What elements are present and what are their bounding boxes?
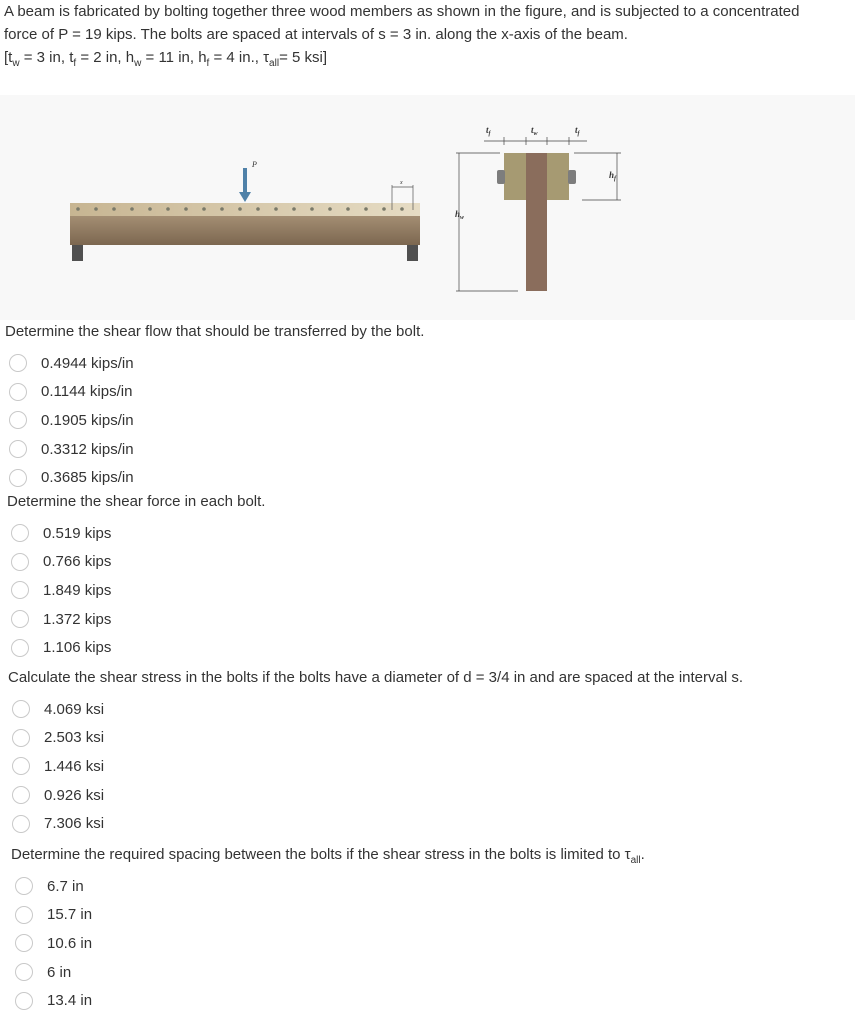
answer-option[interactable]: 1.849 kips [11,576,111,605]
problem-line-2: force of P = 19 kips. The bolts are spaced at intervals of s = 3 in. along the x-axis of the beam. [4,26,628,43]
label-tf-right: $t_f$ [575,125,580,137]
answer-option[interactable]: 1.106 kips [11,633,111,662]
answer-option[interactable]: 0.1905 kips/in [9,406,134,435]
answer-option[interactable]: 0.766 kips [11,548,111,577]
label-hf: $h_f$ [609,170,617,182]
question-3-text: Calculate the shear stress in the bolts if the bolts have a diameter of d = 3/4 in and are spaced at the interval s. [8,669,744,686]
radio-button[interactable] [11,524,29,542]
answer-option[interactable]: 7.306 ksi [12,809,104,838]
label-hw: $h_w$ [455,209,465,221]
answer-option[interactable]: 1.446 ksi [12,752,104,781]
bolt-head-left [497,170,505,184]
radio-button[interactable] [11,581,29,599]
answer-option[interactable]: 6 in [15,958,92,987]
beam-body [70,215,420,245]
radio-button[interactable] [15,992,33,1010]
bolt-head-right [568,170,576,184]
answer-option[interactable]: 0.3685 kips/in [9,463,134,492]
radio-button[interactable] [15,934,33,952]
radio-button[interactable] [12,700,30,718]
radio-button[interactable] [12,729,30,747]
radio-button[interactable] [12,786,30,804]
radio-button[interactable] [11,639,29,657]
question-1-text: Determine the shear flow that should be transferred by the bolt. [5,323,425,340]
answer-option[interactable]: 13.4 in [15,986,92,1015]
answer-option[interactable]: 15.7 in [15,901,92,930]
answer-option[interactable]: 2.503 ksi [12,724,104,753]
left-flange [504,153,526,200]
problem-statement [4,0,854,75]
web [526,153,547,291]
question-3-options [12,695,104,838]
question-2-options [11,519,111,662]
radio-button[interactable] [9,354,27,372]
question-4-options [15,872,92,1015]
beam-figure-svg [0,95,855,320]
radio-button[interactable] [9,383,27,401]
answer-option[interactable]: 0.3312 kips/in [9,435,134,464]
answer-option[interactable]: 0.1144 kips/in [9,378,134,407]
radio-button[interactable] [12,757,30,775]
problem-line-3: [$t_w = 3$ in, $t_f = 2$ in, $h_w = 11$ in, $h_f = 4$ in., $\tau_{all}= 5$ ksi] [4,49,327,69]
answer-option[interactable]: 6.7 in [15,872,92,901]
question-2-text: Determine the shear force in each bolt. [7,493,266,510]
radio-button[interactable] [9,469,27,487]
label-P: P [252,160,257,169]
answer-option[interactable]: 0.926 ksi [12,781,104,810]
answer-option[interactable]: 4.069 ksi [12,695,104,724]
problem-line-1: A beam is fabricated by bolting together three wood members as shown in the figure, and is subjected to a concentrated [4,3,800,20]
radio-button[interactable] [15,906,33,924]
answer-option[interactable]: 10.6 in [15,929,92,958]
label-x: x [400,180,403,186]
radio-button[interactable] [15,963,33,981]
radio-button[interactable] [12,815,30,833]
question-4-text: Determine the required spacing between the bolts if the shear stress in the bolts is limited to $\tau_{all}$. [11,846,645,866]
radio-button[interactable] [9,440,27,458]
right-flange [547,153,569,200]
question-1-options [9,349,134,492]
radio-button[interactable] [9,411,27,429]
label-tw: $t_w$ [531,125,538,137]
radio-button[interactable] [11,610,29,628]
left-support [72,245,83,261]
radio-button[interactable] [15,877,33,895]
label-tf-left: $t_f$ [486,125,491,137]
right-support [407,245,418,261]
answer-option[interactable]: 1.372 kips [11,605,111,634]
beam-figure [0,95,855,320]
answer-option[interactable]: 0.4944 kips/in [9,349,134,378]
load-arrow-P [239,168,251,202]
answer-option[interactable]: 0.519 kips [11,519,111,548]
radio-button[interactable] [11,553,29,571]
